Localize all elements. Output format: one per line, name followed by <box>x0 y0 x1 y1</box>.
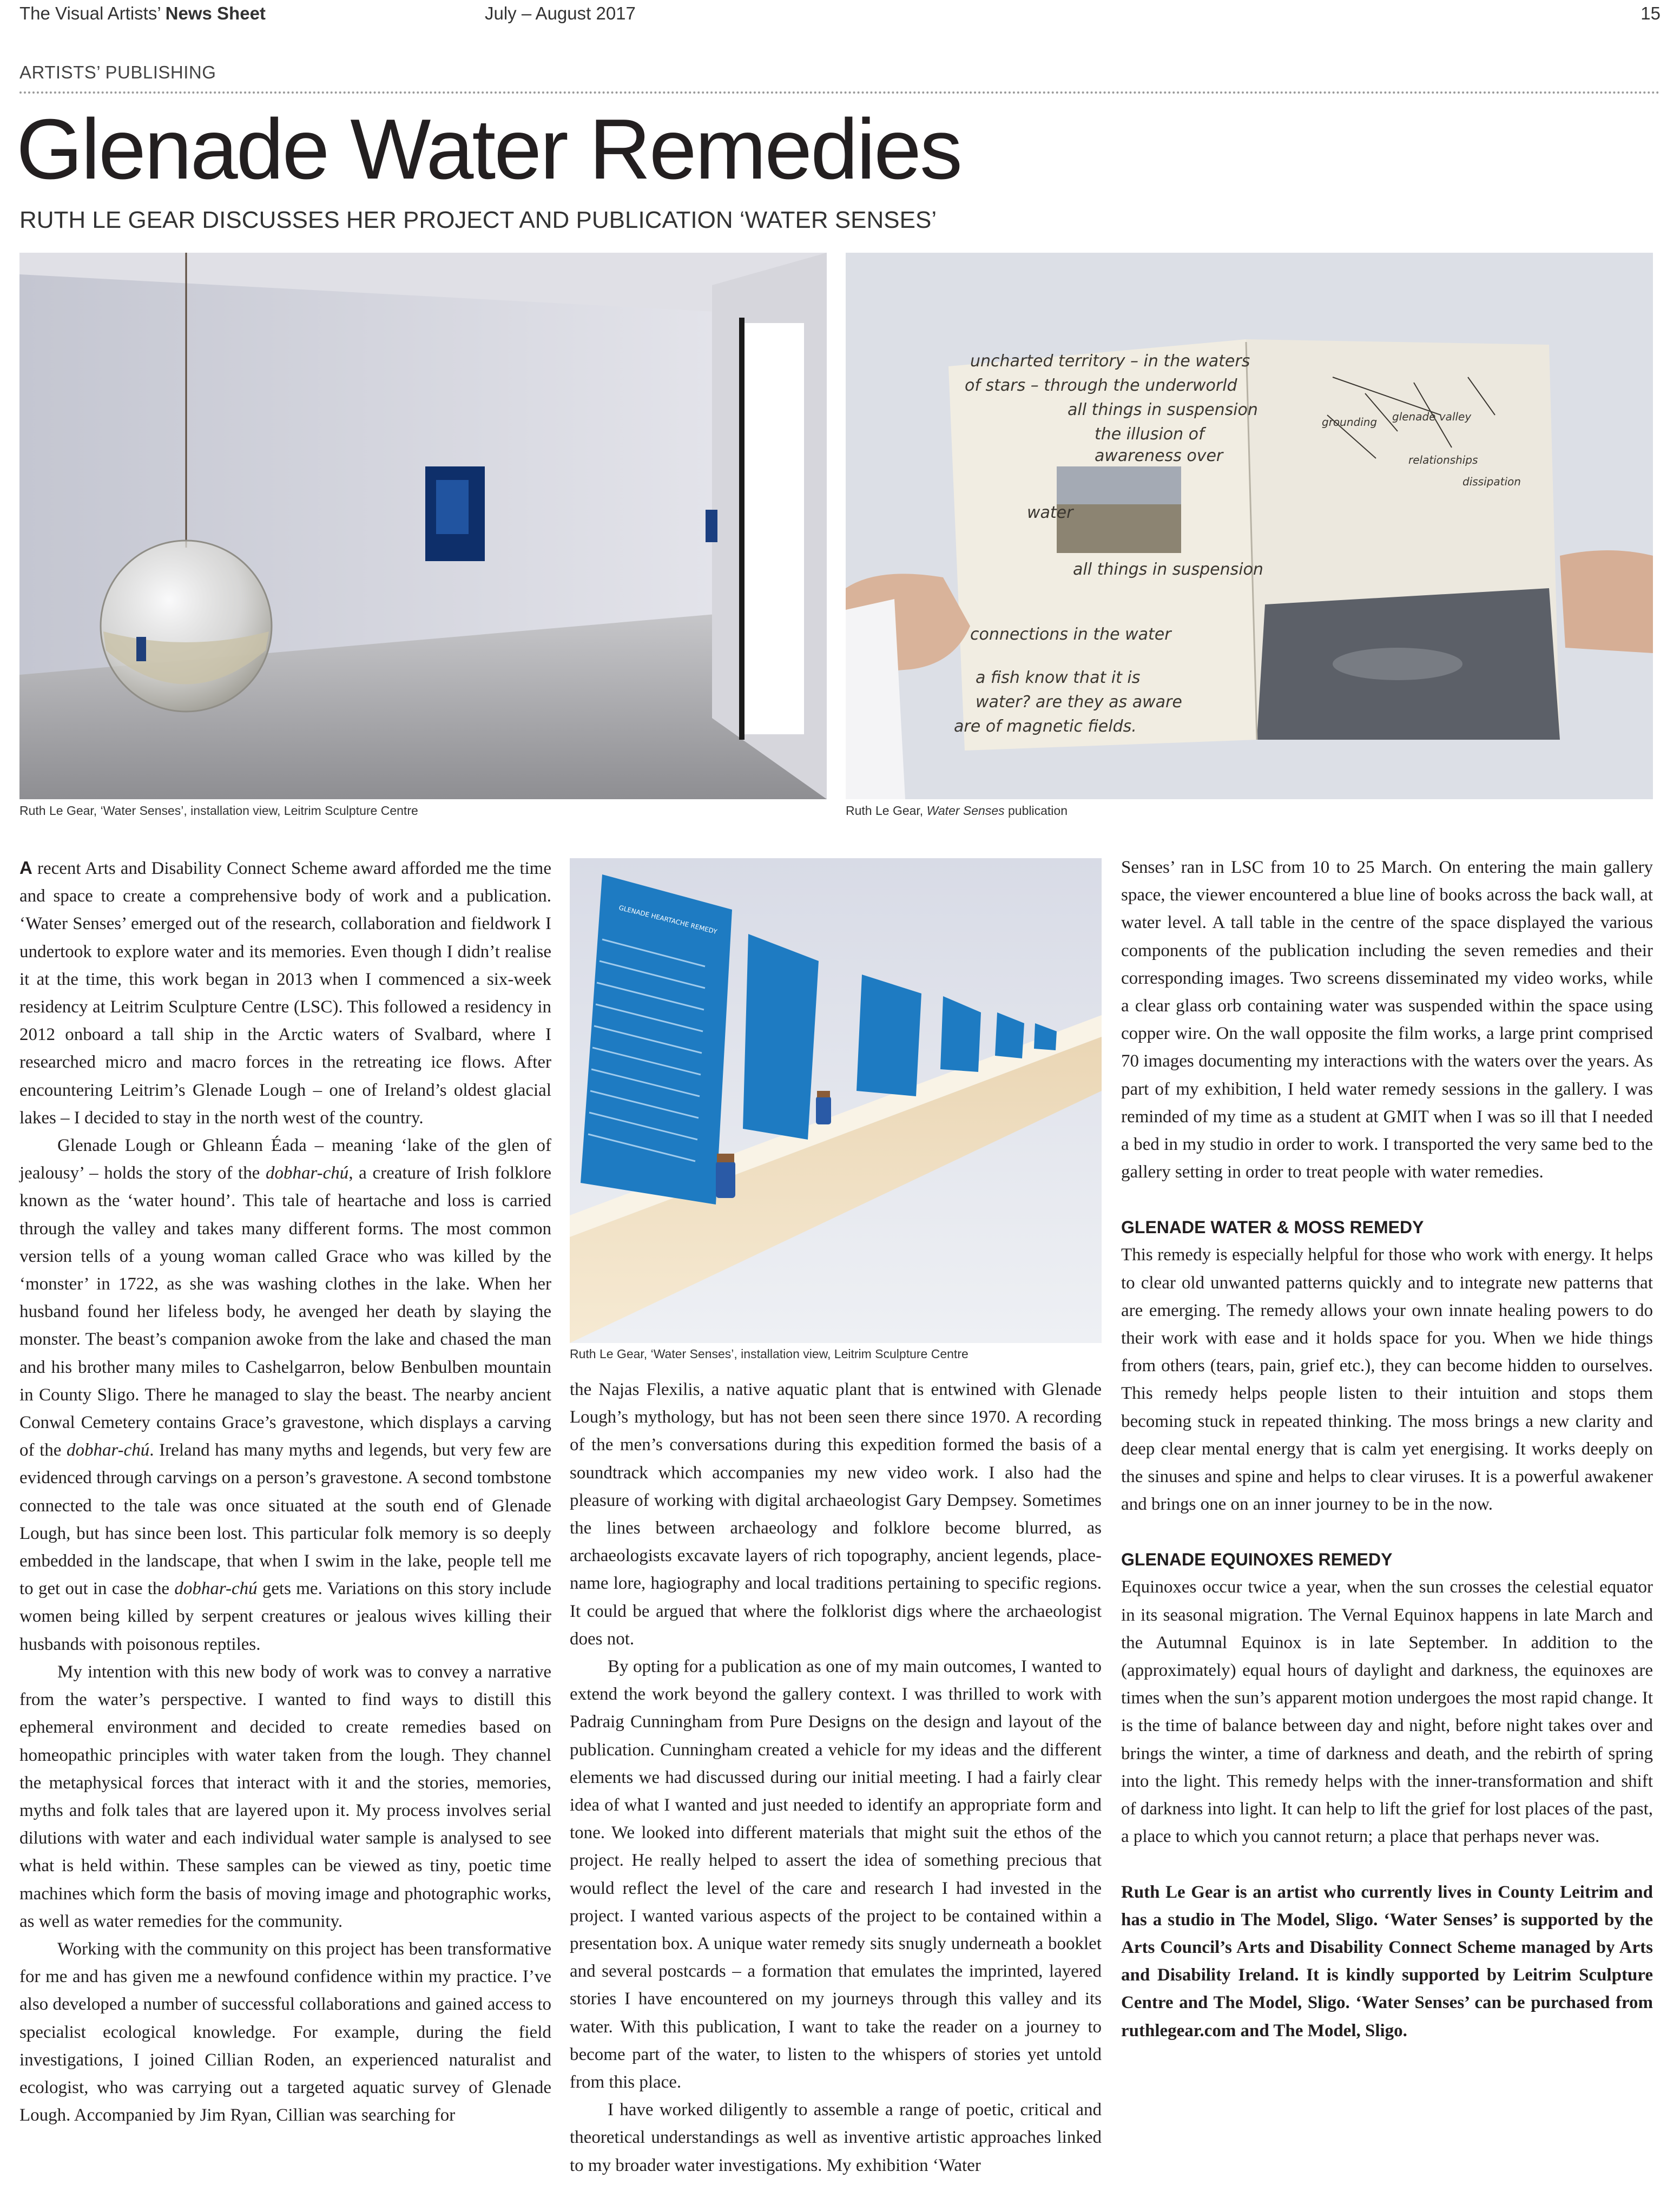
notebook-text-12: grounding <box>1322 416 1378 429</box>
italic-term: dobhar-chú <box>66 1440 150 1460</box>
article-column-3 <box>1121 854 1653 2045</box>
caption-title: Water Senses <box>926 804 1005 818</box>
notebook-text-6: water <box>1027 503 1073 522</box>
paragraph-glenade-lough <box>19 1132 551 1659</box>
article-title: Glenade Water Remedies <box>16 102 961 197</box>
intro-text: recent Arts and Disability Connect Scheme award afforded me the time and space to create a comprehensive body of work and a publication. ‘Water Senses’ emerged out of the research, collaboration and fieldwork I undertook to explore water and its memories. Even though I didn’t realise it at the time, this work began in 2013 when I commenced a six-week residency at Leitrim Sculpture Centre (LSC). This followed a residency in 2012 onboard a tall ship in the Arctic waters of Svalbard, where I researched micro and macro forces in the retreating ice flows. After encountering Leitrim’s Glenade Lough – one of Ireland’s oldest glacial lakes – I decided to stay in the north west of the country. <box>19 859 551 1128</box>
text-segment: gets me. Variations on this story include women being killed by serpent creatures or jealous wives killing their husbands with poisonous reptiles. <box>19 1579 551 1654</box>
notebook-text-15: dissipation <box>1462 475 1521 488</box>
notebook-text-3: all things in suspension <box>1068 400 1258 419</box>
photo-installation-orb-caption: Ruth Le Gear, ‘Water Senses’, installation view, Leitrim Sculpture Centre <box>19 804 418 818</box>
photo-publication-caption <box>846 804 1068 818</box>
publication-name <box>19 3 266 24</box>
italic-term: dobhar-chú <box>265 1163 349 1183</box>
page-number: 15 <box>1641 3 1661 23</box>
paragraph-water-moss: This remedy is especially helpful for those who work with energy. It helps to clear old unwanted patterns quickly and to integrate new patterns that are emerging. The remedy allows your own innate healing powers to do their work with ease and it holds space for you. When we hide things from others (tears, pain, grief etc.), they can become hidden to ourselves. This remedy helps people listen to their intuition and stops them becoming stuck in repeated thinking. The moss brings a new clarity and deep clear mental energy that is calm yet energising. It works deeply on the sinuses and spine and helps to clear viruses. It is a powerful awakener and brings one on an inner journey to be in the now. <box>1121 1245 1653 1515</box>
heading-water-moss-remedy: GLENADE WATER & MOSS REMEDY <box>1121 1217 1424 1238</box>
page-header <box>19 0 1661 32</box>
notebook-text-8: connections in the water <box>970 625 1171 644</box>
photo-publication-notebook-image <box>846 253 1653 799</box>
article-column-2 <box>570 1376 1102 2180</box>
text-segment: Glenade Lough or Ghleann Éada – meaning ‘lake of the glen of jealousy’ – holds the story of the <box>19 1136 551 1183</box>
spacer <box>1121 1851 1653 1879</box>
text-segment: , a creature of Irish folklore known as the ‘water hound’. This tale of heartache and loss is carried through the valley and takes many different forms. The most common version tells of a young woman called Grace who was killed by the ‘monster’ in 1722, as she was washing clothes in the lake. When her husband found her lifeless body, he avenged her death by slaying the monster. The beast’s companion awoke from the lake and chased the man and his brother many miles to Cashelgarron, below Benbulben mountain in County Sligo. There he managed to slay the beast. The nearby ancient Conwal Cemetery contains Grace’s gravestone, which displays a carving of the <box>19 1163 551 1460</box>
notebook-text-5: awareness over <box>1095 446 1223 465</box>
notebook-text-1: uncharted territory – in the waters <box>970 352 1250 371</box>
caption-suffix: publication <box>1008 804 1068 818</box>
article-column-1 <box>19 854 551 2129</box>
paragraph-publication: By opting for a publication as one of my main outcomes, I wanted to extend the work beyond the gallery context. I was thrilled to work with Padraig Cunningham from Pure Designs on the design and layout of the publication. Cunningham created a vehicle for my ideas and the different elements we had discussed during our initial meeting. I had a fairly clear idea of what I wanted and just needed to identify an appropriate form and tone. We looked into different materials that might suit the ethos of the project. He really helped to assert the idea of something precious that would reflect the level of the care and research I had invested in the project. I wanted various aspects of the project to be contained within a presentation box. A unique water remedy sits snugly underneath a booklet and several postcards – a formation that emulates the imprinted, layered stories I have encountered on my journeys through this valley and its water. With this publication, I want to take the reader on a journey to become part of the water, to listen to the whispers of stories yet untold from this place. <box>570 1657 1102 2092</box>
spacer <box>1121 1518 1653 1546</box>
notebook-text-11: are of magnetic fields. <box>954 717 1137 736</box>
notebook-text-14: relationships <box>1408 453 1478 466</box>
paragraph-equinoxes: Equinoxes occur twice a year, when the sun crosses the celestial equator in its seasonal migration. The Vernal Equinox happens in late March and the Autumnal Equinox is in late September. In addition to the (approximately) equal hours of daylight and darkness, the equinoxes are times when the sun’s apparent motion undergoes the most rapid change. It is the time of balance between day and night, before night takes over and brings the winter, a time of darkness and death, and the rebirth of spring into the light. This remedy helps with the inner-transformation and shift of darkness into light. It can help to lift the grief for lost places of the past, a place to which you cannot return; a place that perhaps never was. <box>1121 1577 1653 1847</box>
article-subtitle: RUTH LE GEAR DISCUSSES HER PROJECT AND PUBLICATION ‘WATER SENSES’ <box>19 207 937 233</box>
photo-installation-cards-caption: Ruth Le Gear, ‘Water Senses’, installation view, Leitrim Sculpture Centre <box>570 1347 969 1361</box>
photo-publication-notebook <box>846 253 1653 799</box>
notebook-text-10: water? are they as aware <box>976 693 1182 712</box>
paragraph-exhibition: Senses’ ran in LSC from 10 to 25 March. On entering the main gallery space, the viewer encountered a blue line of books across the back wall, at water level. A tall table in the centre of the space displayed the various components of the publication including the seven remedies and their corresponding images. Two screens disseminated my video works, while a clear glass orb containing water was suspended within the space using copper wire. On the wall opposite the film works, a large print comprised 70 images documenting my interactions with the waters over the years. As part of my exhibition, I held water remedy sessions in the gallery. I was reminded of my time as a student at GMIT when I was so ill that I needed a bed in my studio in order to work. I transported the very same bed to the gallery setting in order to treat people with water remedies. <box>1121 858 1653 1182</box>
photo-installation-cards-image <box>570 858 1102 1343</box>
notebook-text-7: all things in suspension <box>1073 560 1263 579</box>
paragraph-najas: the Najas Flexilis, a native aquatic plant that is entwined with Glenade Lough’s mythology, but has not been seen there since 1970. A recording of the men’s conversations during this expedition formed the basis of a soundtrack which accompanies my new video work. I also had the pleasure of working with digital archaeologist Gary Dempsey. Sometimes the lines between archaeology and folklore become blurred, as archaeologists excavate layers of rich topography, ancient legends, place-name lore, hagiography and local traditions pertaining to specific regions. It could be argued that where the folklorist digs where the archaeologist does not. <box>570 1380 1102 1649</box>
notebook-text-13: glenade valley <box>1392 410 1472 423</box>
photo-installation-orb-image <box>19 253 827 799</box>
publication-prefix: The Visual Artists’ <box>19 3 161 23</box>
paragraph-intro <box>19 854 551 1132</box>
publication-title: News Sheet <box>165 3 266 23</box>
paragraph-approaches: I have worked diligently to assemble a range of poetic, critical and theoretical understandings as well as inventive artistic approaches linked to my broader water investigations. My exhibition ‘Water <box>570 2100 1102 2175</box>
spacer <box>1121 1186 1653 1214</box>
section-label: ARTISTS’ PUBLISHING <box>19 62 216 82</box>
italic-term: dobhar-chú <box>174 1579 258 1599</box>
drop-initial: A <box>19 858 32 878</box>
paragraph-intention: My intention with this new body of work was to convey a narrative from the water’s perspective. I wanted to find ways to distill this ephemeral environment and decided to create remedies based on homeopathic principles with water taken from the lough. They channel the metaphysical forces that interact with it and the stories, memories, myths and folk tales that are layered upon it. My process involves serial dilutions with water and each individual water sample is analysed to see what is held within. These samples can be viewed as tiny, poetic time machines which form the basis of moving image and photographic works, as well as water remedies for the community. <box>19 1662 551 1931</box>
card-heading: GLENADE HEARTACHE REMEDY <box>618 904 718 936</box>
notebook-text-9: a fish know that it is <box>976 668 1141 687</box>
section-divider <box>19 91 1661 94</box>
text-segment: . Ireland has many myths and legends, but very few are evidenced through carvings on a person’s gravestone. A second tombstone connected to the tale was once situated at the south end of Glenade Lough, but has since been lost. This particular folk memory is so deeply embedded in the landscape, that when I swim in the lake, people tell me to get out in case the <box>19 1440 551 1599</box>
heading-equinoxes-remedy: GLENADE EQUINOXES REMEDY <box>1121 1550 1393 1570</box>
photo-installation-cards <box>570 858 1102 1343</box>
notebook-text-2: of stars – through the underworld <box>965 376 1237 395</box>
author-bio: Ruth Le Gear is an artist who currently lives in County Leitrim and has a studio in The Model, Sligo. ‘Water Senses’ is supported by the Arts Council’s Arts and Disability Connect Scheme managed by Arts and Disability Ireland. It is kindly supported by Leitrim Sculpture Centre and The Model, Sligo. ‘Water Senses’ can be purchased from ruthlegear.com and The Model, Sligo. <box>1121 1882 1653 2041</box>
photo-installation-orb <box>19 253 827 799</box>
caption-prefix: Ruth Le Gear, <box>846 804 924 818</box>
issue-date: July – August 2017 <box>485 3 636 23</box>
paragraph-community: Working with the community on this project has been transformative for me and has given me a newfound confidence within my practice. I’ve also developed a number of successful collaborations and gained access to specialist ecological knowledge. For example, during the field investigations, I joined Cillian Roden, an experienced naturalist and ecologist, who was carrying out a targeted aquatic survey of Glenade Lough. Accompanied by Jim Ryan, Cillian was searching for <box>19 1939 551 2125</box>
notebook-text-4: the illusion of <box>1095 425 1204 444</box>
